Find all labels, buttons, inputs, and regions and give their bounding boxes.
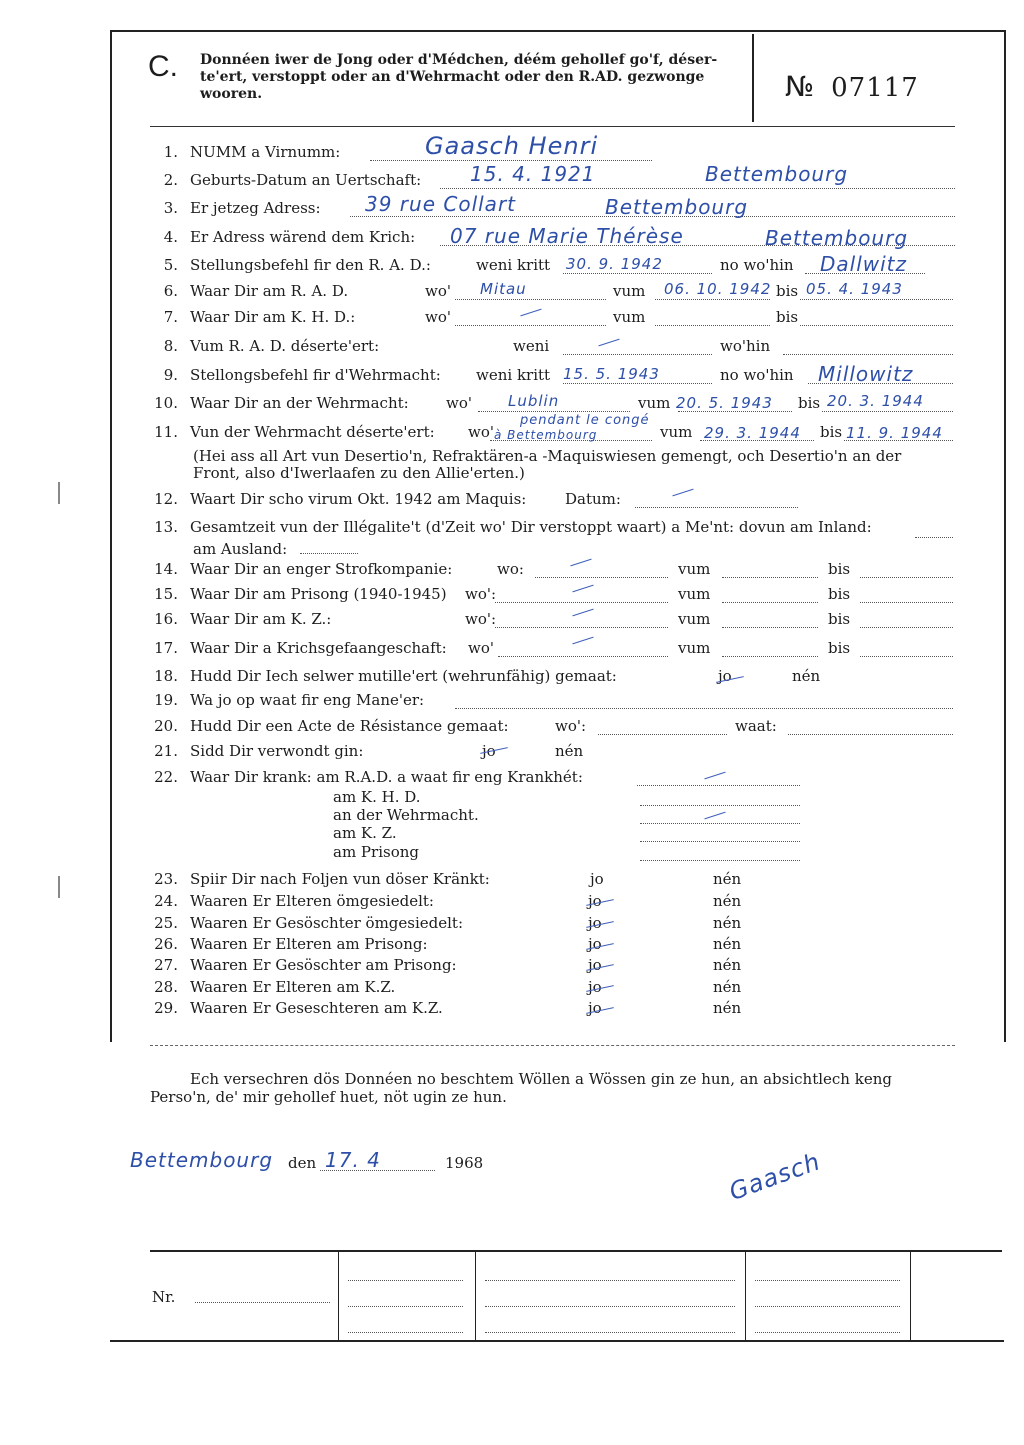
hw-address-current: 39 rue Collart <box>365 192 517 216</box>
hw-rad-order-date: 30. 9. 1942 <box>566 255 663 273</box>
row-label: Geburts-Datum an Uertschaft: <box>190 171 422 189</box>
row-field-b: nén <box>713 870 742 888</box>
row-label: Waar Dir am Prisong (1940-1945) <box>190 585 447 603</box>
hw-birth-place: Bettembourg <box>705 162 849 186</box>
row-field-b: waat: <box>735 717 777 735</box>
row-field-a: wo': <box>465 585 497 603</box>
hw-place: Bettembourg <box>130 1148 274 1172</box>
row-number: 4. <box>163 228 178 246</box>
row-number: 25. <box>154 914 178 932</box>
row-field-c: bis <box>820 423 843 441</box>
hw-rad-to: 05. 4. 1943 <box>806 280 903 298</box>
number-symbol: № <box>785 70 816 103</box>
row-label: Waaren Er Elteren am K.Z. <box>190 978 396 996</box>
row-field-c: bis <box>828 585 851 603</box>
row-label: Waar Dir am K. H. D.: <box>190 308 356 326</box>
row22-subitem: am Prisong <box>333 843 419 861</box>
fill-line <box>563 354 712 355</box>
fill-line <box>495 627 668 628</box>
date-year: 1968 <box>445 1154 484 1172</box>
row-field-b: vum <box>678 610 711 628</box>
row-label: Gesamtzeit vun der Illégalite't (d'Zeit wo' Dir verstoppt waart) a Me'nt: dovun am Inland: <box>190 518 872 536</box>
row-number: 22. <box>154 768 178 786</box>
row-number: 8. <box>163 337 178 355</box>
hw-desert-where: à Bettembourg <box>494 428 598 442</box>
footer-nr: Nr. <box>152 1288 176 1306</box>
row-label: Waar Dir an der Wehrmacht: <box>190 394 409 412</box>
row-label: Waart Dir scho virum Okt. 1942 am Maquis: <box>190 490 527 508</box>
office-dot-3c <box>755 1332 900 1333</box>
fill-line <box>860 577 953 578</box>
fill-line <box>370 160 652 161</box>
row-field-a: wo' <box>425 282 451 300</box>
row-label: Waaren Er Gesöschter ömgesiedelt: <box>190 914 464 932</box>
hw-wm-order-place: Millowitz <box>818 362 914 386</box>
row-number: 26. <box>154 935 178 953</box>
row-field-c: bis <box>776 282 799 300</box>
footer-nr-dots <box>195 1302 330 1303</box>
date-dots <box>320 1170 435 1171</box>
row-field-b: vum <box>613 308 646 326</box>
row-label: Waar Dir am K. Z.: <box>190 610 332 628</box>
row-field-b: vum <box>613 282 646 300</box>
row-field-a: wo: <box>497 560 524 578</box>
fill-line <box>822 411 953 412</box>
row-field-c: bis <box>828 610 851 628</box>
fill-line <box>637 785 800 786</box>
office-dot-2c <box>485 1332 735 1333</box>
row-number: 19. <box>154 691 178 709</box>
fill-line <box>655 299 770 300</box>
declaration-rule <box>150 1045 955 1046</box>
fill-line <box>655 325 770 326</box>
date-den: den <box>288 1154 317 1172</box>
row-field-a: wo' <box>425 308 451 326</box>
fill-line <box>800 325 953 326</box>
row-number: 20. <box>154 717 178 735</box>
form-number <box>785 70 919 103</box>
bottom-rule <box>110 1340 1004 1342</box>
row-field-b: nén <box>713 935 742 953</box>
fill-line <box>455 299 606 300</box>
hw-rad-from: 06. 10. 1942 <box>664 280 772 298</box>
row-field-a: jo <box>588 914 602 932</box>
row-number: 9. <box>163 366 178 384</box>
number-value: 07117 <box>831 73 919 103</box>
hw-wm-to: 20. 3. 1944 <box>827 392 924 410</box>
row-number: 21. <box>154 742 178 760</box>
office-col4 <box>910 1252 911 1342</box>
fill-line <box>788 734 953 735</box>
row-field-b: no wo'hin <box>720 256 794 274</box>
row-label: Er Adress wärend dem Krich: <box>190 228 416 246</box>
office-col3 <box>745 1252 746 1342</box>
row-number: 5. <box>163 256 178 274</box>
row22-subitem: am K. Z. <box>333 824 397 842</box>
hw-desert-to: 11. 9. 1944 <box>846 424 943 442</box>
fill-line <box>495 602 668 603</box>
hw-day-month: 17. 4 <box>325 1148 381 1172</box>
row-field-b: nén <box>792 667 821 685</box>
fill-line <box>783 354 953 355</box>
row-number: 28. <box>154 978 178 996</box>
row-field-a: Datum: <box>565 490 621 508</box>
row11-note: (Hei ass all Art vun Desertio'n, Refraktären-a -Maquiswiesen gemengt, och Desertio'n an der Front, also d'Iwerlaafen zu den Allie'erten.) <box>193 447 902 482</box>
row-field-a: jo <box>588 978 602 996</box>
row-field-b: vum <box>638 394 671 412</box>
row-number: 11. <box>154 423 178 441</box>
office-dot-1c <box>348 1332 463 1333</box>
fill-line <box>640 823 800 824</box>
row-label: Sidd Dir verwondt gin: <box>190 742 364 760</box>
hw-desert-from: 29. 3. 1944 <box>704 424 801 442</box>
office-col1 <box>338 1252 339 1342</box>
hw-desert-note: pendant le congé <box>520 413 650 428</box>
row-field-a: wo': <box>465 610 497 628</box>
fill-line <box>860 656 953 657</box>
row-label: Waaren Er Gesöschter am Prisong: <box>190 956 457 974</box>
fill-line <box>563 273 712 274</box>
row-label: Waar Dir an enger Strofkompanie: <box>190 560 453 578</box>
row-field-a: jo <box>588 999 602 1017</box>
row-field-a: wo' <box>468 423 494 441</box>
row-number: 17. <box>154 639 178 657</box>
row-field-c: bis <box>828 560 851 578</box>
row-number: 7. <box>163 308 178 326</box>
row-label: Waar Dir a Krichsgefaangeschaft: <box>190 639 447 657</box>
row-label: Spiir Dir nach Foljen vun döser Kränkt: <box>190 870 490 888</box>
row-field-c: bis <box>828 639 851 657</box>
hw-wm-from: 20. 5. 1943 <box>676 394 773 412</box>
row13-continuation: am Ausland: <box>193 540 288 558</box>
row-number: 6. <box>163 282 178 300</box>
row-label: Hudd Dir Iech selwer mutille'ert (wehrunfähig) gemaat: <box>190 667 617 685</box>
row-field-b: nén <box>713 956 742 974</box>
hw-address-war: 07 rue Marie Thérèse <box>450 224 684 248</box>
fill-line <box>640 805 800 806</box>
row-field-a: wo' <box>468 639 494 657</box>
fill-line <box>722 656 818 657</box>
hw-rad-where: Mitau <box>480 280 527 298</box>
punch-hole-1 <box>58 482 64 504</box>
fill-line <box>563 383 712 384</box>
fill-line <box>722 602 818 603</box>
row-number: 2. <box>163 171 178 189</box>
row-number: 3. <box>163 199 178 217</box>
office-col2 <box>475 1252 476 1342</box>
fill-line <box>498 656 668 657</box>
hw-signature: Gaasch <box>725 1147 825 1206</box>
office-table <box>150 1250 1002 1342</box>
row-label: Waar Dir krank: am R.A.D. a waat fir eng Krankhét: <box>190 768 583 786</box>
row-number: 12. <box>154 490 178 508</box>
fill-line <box>598 734 727 735</box>
office-dot-1a <box>348 1280 463 1281</box>
fill-line <box>860 627 953 628</box>
header-divider <box>752 34 754 122</box>
row22-subitem: an der Wehrmacht. <box>333 806 479 824</box>
row-field-b: nén <box>713 978 742 996</box>
form-title: Donnéen iwer de Jong oder d'Médchen, déém gehollef go'f, déser-te'ert, verstoppt oder an d'Wehrmacht oder den R.AD. gezwonge wooren. <box>200 52 718 102</box>
row-number: 14. <box>154 560 178 578</box>
row-number: 13. <box>154 518 178 536</box>
row-number: 23. <box>154 870 178 888</box>
row-field-a: weni kritt <box>476 256 551 274</box>
row-field-a: wo' <box>446 394 472 412</box>
hw-birth-date: 15. 4. 1921 <box>470 162 596 186</box>
office-dot-2a <box>485 1280 735 1281</box>
row-label: Stellungsbefehl fir den R. A. D.: <box>190 256 431 274</box>
hw-address-war-town: Bettembourg <box>765 226 909 250</box>
row-field-a: jo <box>590 870 604 888</box>
fill-line <box>722 577 818 578</box>
row-field-b: vum <box>678 639 711 657</box>
row-field-b: no wo'hin <box>720 366 794 384</box>
row-field-b: vum <box>678 585 711 603</box>
row-number: 29. <box>154 999 178 1017</box>
row-number: 18. <box>154 667 178 685</box>
row13-inland-dots <box>915 537 953 538</box>
fill-line <box>455 708 953 709</box>
row-field-a: jo <box>588 935 602 953</box>
row-field-b: vum <box>678 560 711 578</box>
row-field-a: jo <box>718 667 732 685</box>
hw-wm-order-date: 15. 5. 1943 <box>563 365 660 383</box>
row-label: Waaren Er Elteren am Prisong: <box>190 935 428 953</box>
row-label: Hudd Dir een Acte de Résistance gemaat: <box>190 717 509 735</box>
punch-hole-2 <box>58 876 64 898</box>
row-label: Wa jo op waat fir eng Mane'er: <box>190 691 425 709</box>
row-field-a: jo <box>482 742 496 760</box>
office-dot-2b <box>485 1306 735 1307</box>
row-field-b: nén <box>555 742 584 760</box>
office-dot-3a <box>755 1280 900 1281</box>
row-label: Waaren Er Elteren ömgesiedelt: <box>190 892 434 910</box>
fill-line <box>640 860 800 861</box>
row-field-a: jo <box>588 956 602 974</box>
row-field-a: jo <box>588 892 602 910</box>
fill-line <box>800 299 953 300</box>
row-label: Waaren Er Geseschteren am K.Z. <box>190 999 443 1017</box>
row-label: Vum R. A. D. déserte'ert: <box>190 337 380 355</box>
row-field-b: nén <box>713 892 742 910</box>
hw-wm-where: Lublin <box>508 392 560 410</box>
row-number: 10. <box>154 394 178 412</box>
section-letter: C. <box>148 50 178 83</box>
row-field-b: nén <box>713 914 742 932</box>
fill-line <box>640 841 800 842</box>
fill-line <box>455 325 606 326</box>
fill-line <box>722 627 818 628</box>
hw-name: Gaasch Henri <box>425 132 599 160</box>
row-field-b: vum <box>660 423 693 441</box>
row-field-a: weni <box>513 337 550 355</box>
row-label: Vun der Wehrmacht déserte'ert: <box>190 423 435 441</box>
header-rule <box>150 126 955 127</box>
row-number: 16. <box>154 610 178 628</box>
row13-ausland-dots <box>300 553 358 554</box>
row-field-a: wo': <box>555 717 587 735</box>
declaration-text: Ech versechren dös Donnéen no beschtem Wöllen a Wössen gin ze hun, an absichtlech keng Perso'n, de' mir gehollef huet, nöt ugin ze hun. <box>150 1070 892 1106</box>
row-number: 27. <box>154 956 178 974</box>
row-field-b: wo'hin <box>720 337 771 355</box>
fill-line <box>535 577 668 578</box>
row-number: 1. <box>163 143 178 161</box>
row-field-b: nén <box>713 999 742 1017</box>
row-number: 15. <box>154 585 178 603</box>
hw-rad-order-place: Dallwitz <box>820 252 908 276</box>
fill-line <box>635 507 798 508</box>
row-field-a: weni kritt <box>476 366 551 384</box>
fill-line <box>478 411 630 412</box>
row-label: NUMM a Virnumm: <box>190 143 341 161</box>
office-dot-1b <box>348 1306 463 1307</box>
hw-address-current-town: Bettembourg <box>605 195 749 219</box>
office-dot-3b <box>755 1306 900 1307</box>
row-field-c: bis <box>798 394 821 412</box>
row-number: 24. <box>154 892 178 910</box>
row22-subitem: am K. H. D. <box>333 788 421 806</box>
row-label: Stellongsbefehl fir d'Wehrmacht: <box>190 366 441 384</box>
row-label: Er jetzeg Adress: <box>190 199 321 217</box>
row-field-c: bis <box>776 308 799 326</box>
fill-line <box>440 188 955 189</box>
row-label: Waar Dir am R. A. D. <box>190 282 349 300</box>
fill-line <box>860 602 953 603</box>
